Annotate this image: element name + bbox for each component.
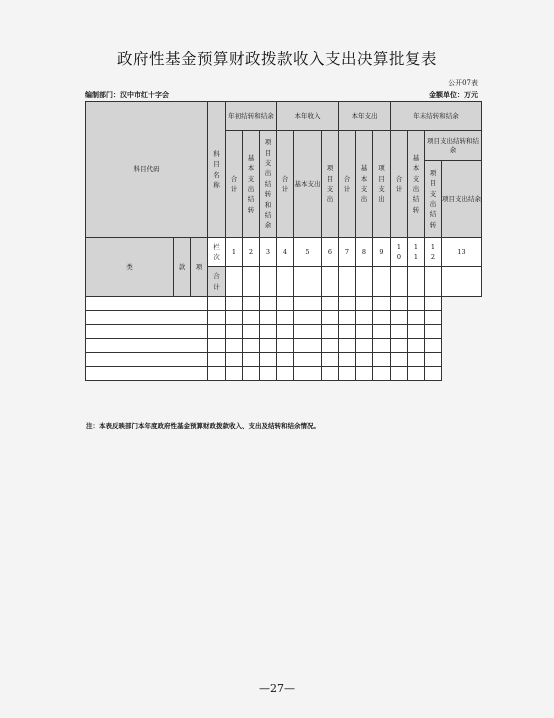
col-number: 12 [425, 238, 442, 267]
expense-project-header: 项目支出 [373, 131, 391, 238]
table-row [86, 311, 482, 325]
end-balance-header: 年末结转和结余 [391, 102, 482, 131]
col-number: 10 [391, 238, 408, 267]
table-row [86, 339, 482, 353]
income-project-header: 项目支出 [322, 131, 339, 238]
kuan-header: 款 [174, 238, 191, 297]
table-note: 注：本表反映部门本年度政府性基金预算财政拨款收入、支出及结转和结余情况。 [86, 422, 320, 430]
col-number: 8 [356, 238, 373, 267]
budget-table [85, 101, 482, 381]
end-project-carry-header: 项目支出结转 [425, 161, 442, 238]
table-row [86, 325, 482, 339]
end-project-group-header: 项目支出结转和结余 [425, 131, 482, 161]
end-basic-header: 基本支出结转 [408, 131, 425, 238]
lanci-cell: 栏次 [208, 238, 226, 267]
col-number: 3 [260, 238, 277, 267]
expense-header: 本年支出 [339, 102, 391, 131]
xiang-header: 项 [191, 238, 208, 297]
expense-basic-header: 基本支出 [356, 131, 373, 238]
col-number: 7 [339, 238, 356, 267]
page-number: —27— [259, 682, 295, 695]
subject-code-header: 科目代码 [86, 102, 208, 238]
begin-project-header: 项目支出结转和结余 [260, 131, 277, 238]
col-number: 13 [442, 238, 482, 267]
col-number: 4 [277, 238, 294, 267]
begin-basic-header: 基本支出结转 [243, 131, 260, 238]
lei-header: 类 [86, 238, 174, 297]
col-number: 9 [373, 238, 391, 267]
col-number: 11 [408, 238, 425, 267]
col-number: 1 [226, 238, 243, 267]
form-number: 公开07表 [448, 79, 478, 87]
end-project-balance-header: 项目支出结余 [442, 161, 482, 238]
expense-total-header: 合计 [339, 131, 356, 238]
preparing-unit: 编制部门：汉中市红十字会 [85, 90, 169, 99]
begin-balance-header: 年初结转和结余 [226, 102, 277, 131]
table-row [86, 367, 482, 381]
heji-cell: 合计 [208, 267, 226, 297]
subject-name-header: 科目名称 [208, 102, 226, 238]
col-number: 6 [322, 238, 339, 267]
col-number: 2 [243, 238, 260, 267]
table-row [86, 297, 482, 311]
income-total-header: 合计 [277, 131, 294, 238]
table-row [86, 353, 482, 367]
page-title: 政府性基金预算财政拨款收入支出决算批复表 [116, 50, 437, 68]
money-unit: 金额单位：万元 [429, 90, 478, 99]
income-basic-header: 基本支出 [294, 131, 322, 238]
col-number: 5 [294, 238, 322, 267]
income-header: 本年收入 [277, 102, 339, 131]
begin-total-header: 合计 [226, 131, 243, 238]
end-total-header: 合计 [391, 131, 408, 238]
